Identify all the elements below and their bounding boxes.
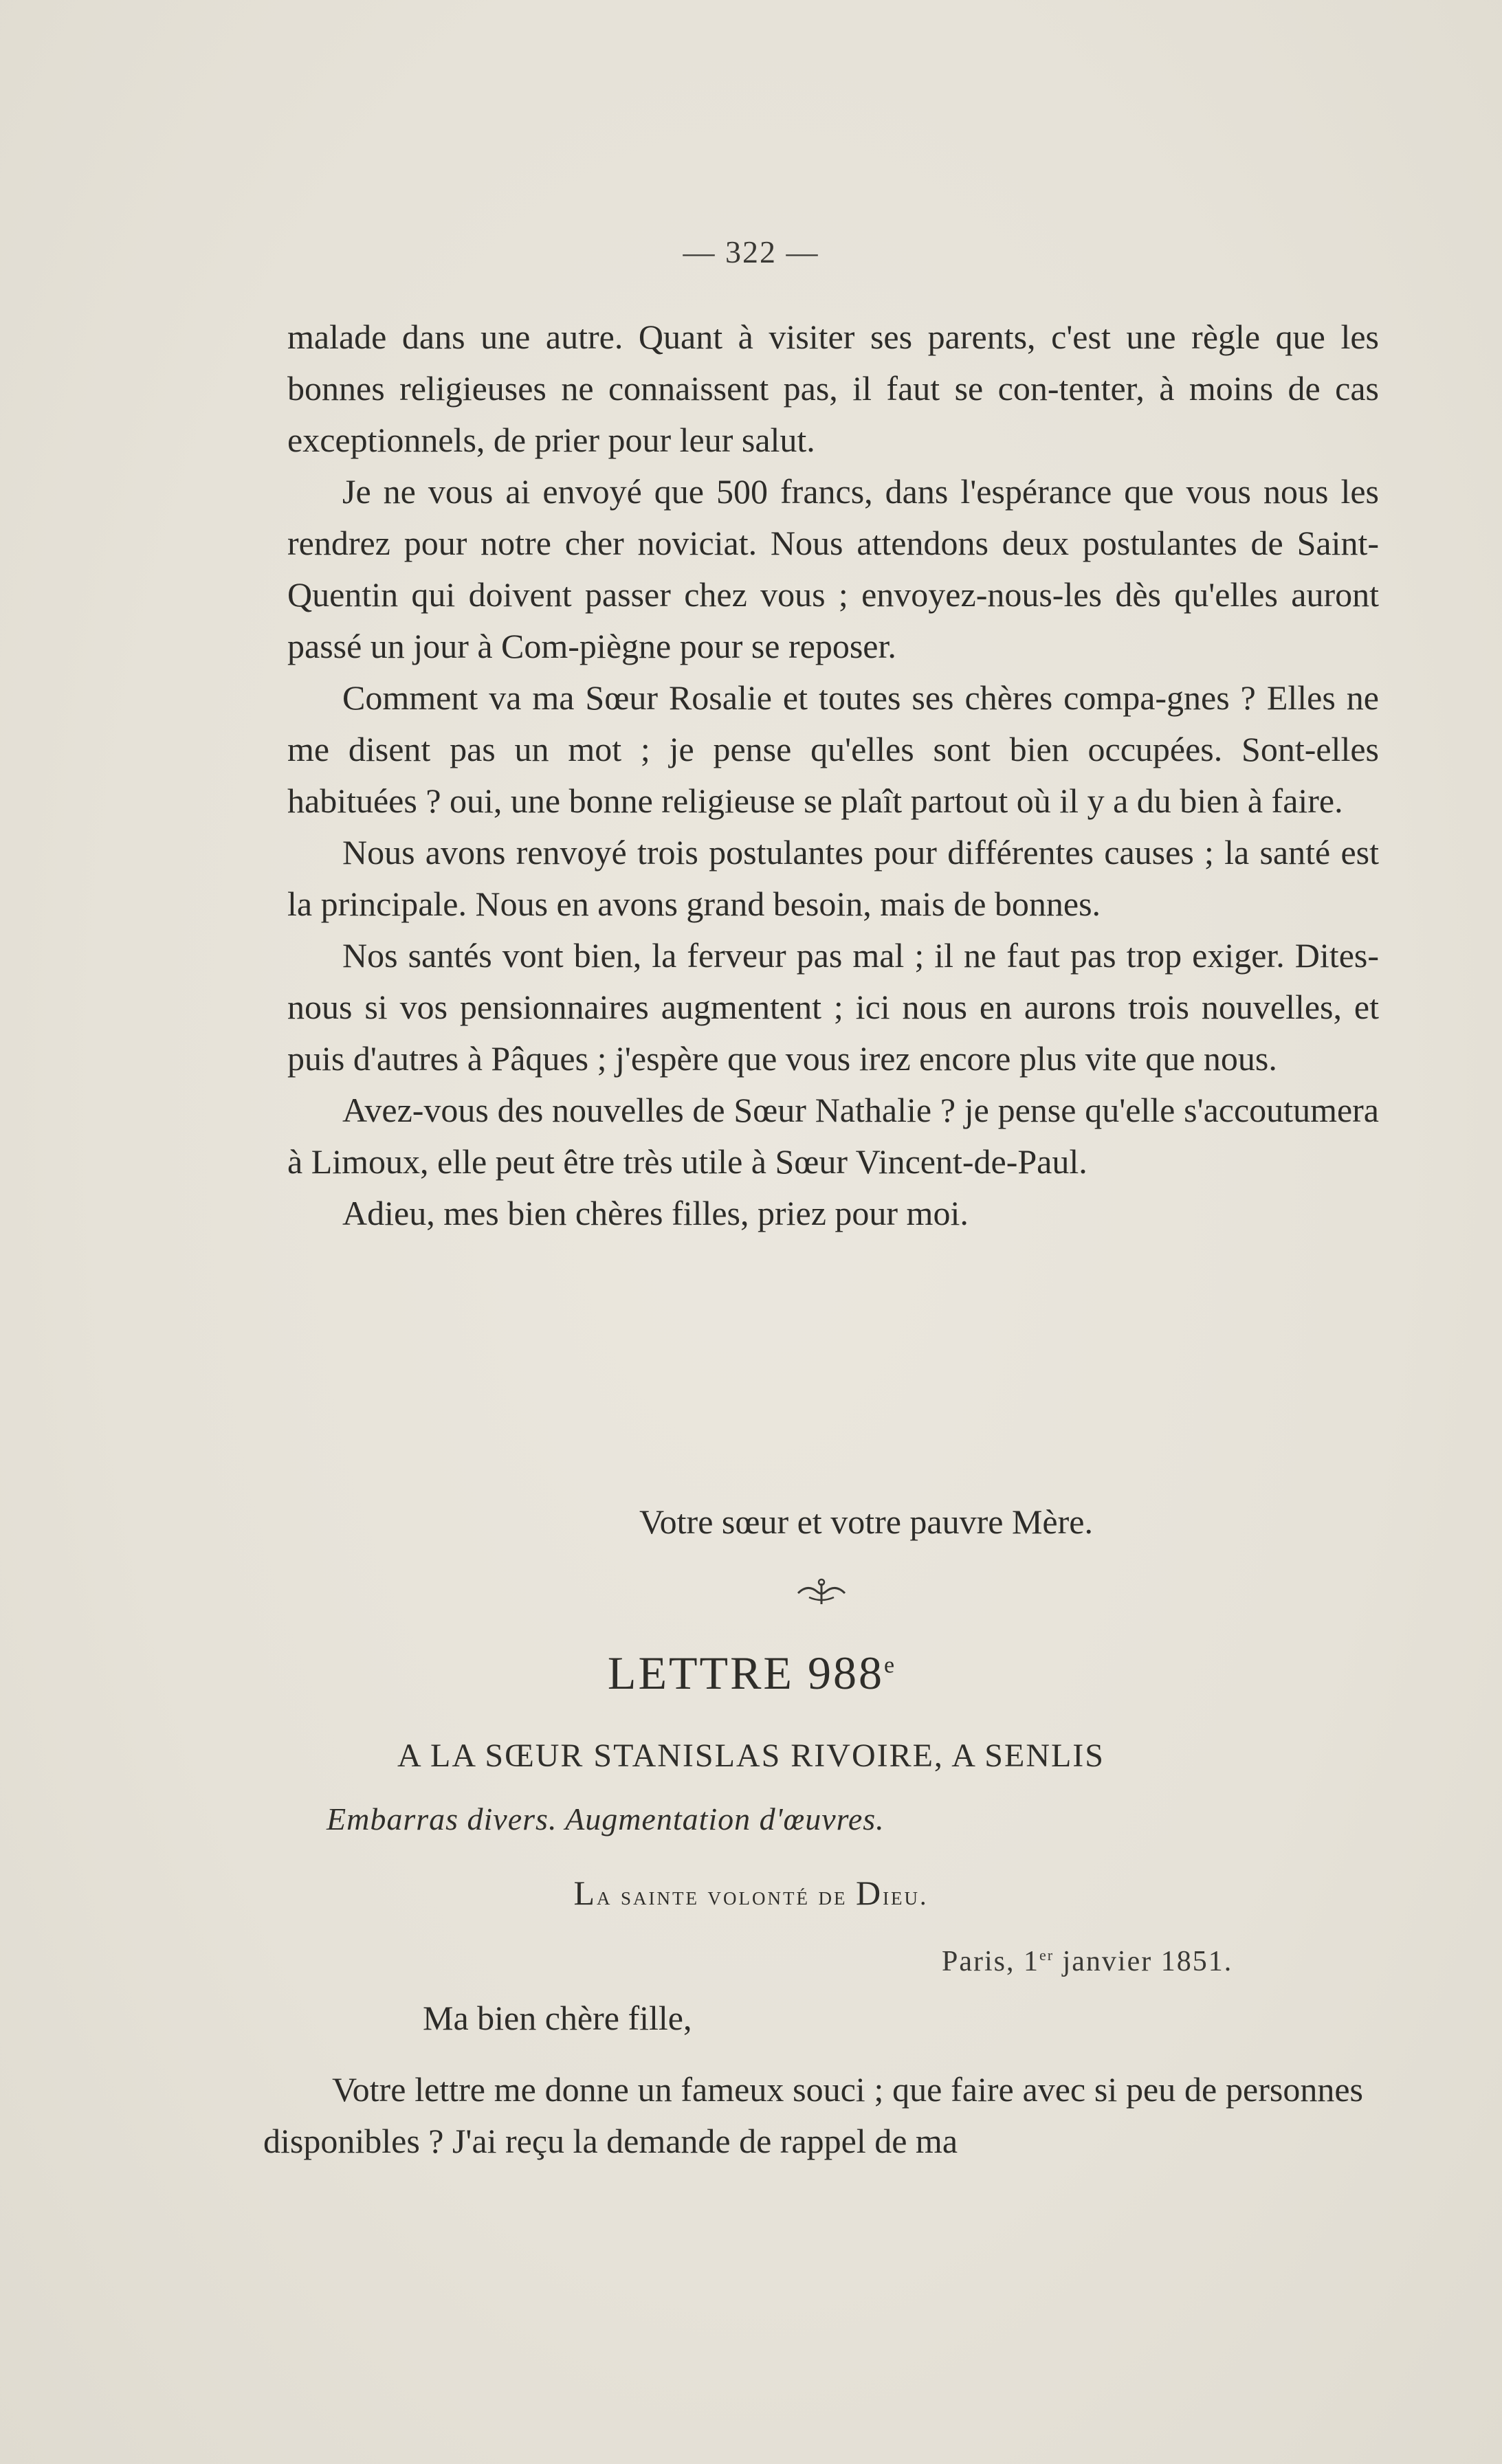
- body-paragraph: Nous avons renvoyé trois postulantes pour différentes causes ; la santé est la principale. Nous en avons grand besoin, mais de bonnes.: [287, 833, 1379, 923]
- ornament-divider-icon: [794, 1574, 849, 1608]
- body-paragraph: Nos santés vont bien, la ferveur pas mal ; il ne faut pas trop exiger. Dites-nous si vos pensionnaires augmentent ; ici nous en aurons trois nouvelles, et puis d'autres à Pâques ; j'espère que vous irez encore plus vite que nous.: [287, 936, 1379, 1078]
- body-paragraph: Comment va ma Sœur Rosalie et toutes ses chères compa-gnes ? Elles ne me disent pas un mot ; je pense qu'elles sont bien occupées. Sont-elles habituées ? oui, une bonne religieuse se plaît partout où il y a du bien à faire.: [287, 678, 1379, 820]
- letter-title-text: LETTRE 988: [607, 1647, 884, 1699]
- page-number: — 322 —: [683, 234, 819, 269]
- letter-date: [942, 1945, 1233, 1978]
- body-paragraph: Je ne vous ai envoyé que 500 francs, dans l'espérance que vous nous les rendrez pour notre cher noviciat. Nous attendons deux postulantes de Saint-Quentin qui doivent passer chez vous ; envoyez-nous-les dès qu'elles auront passé un jour à Com-piègne pour se reposer.: [287, 472, 1379, 665]
- date-suffix: janvier 1851.: [1054, 1946, 1233, 1977]
- letter-title: [0, 1646, 1502, 1700]
- signature-line: Votre sœur et votre pauvre Mère.: [639, 1502, 1093, 1541]
- letter-subject: Embarras divers. Augmentation d'œuvres.: [327, 1801, 885, 1836]
- date-superscript: er: [1039, 1946, 1054, 1964]
- motto-part: D: [855, 1874, 883, 1912]
- opening-paragraph: Votre lettre me donne un fameux souci ; que faire avec si peu de personnes disponibles ? J'ai reçu la demande de rappel de ma: [263, 2070, 1363, 2160]
- body-paragraph: Adieu, mes bien chères filles, priez pour moi.: [342, 1194, 969, 1232]
- letter-body-previous: [287, 311, 1379, 1239]
- letter-recipient: A LA SŒUR STANISLAS RIVOIRE, A SENLIS: [397, 1738, 1105, 1774]
- letter-opening: [263, 2064, 1363, 2167]
- motto-part: ieu.: [883, 1882, 929, 1911]
- motto-part: a sainte volonté de: [597, 1882, 856, 1911]
- body-paragraph: malade dans une autre. Quant à visiter ses parents, c'est une règle que les bonnes religieuses ne connaissent pas, il faut se con-tenter, à moins de cas exceptionnels, de prier pour leur salut.: [287, 318, 1379, 459]
- letter-motto: [0, 1873, 1502, 1913]
- letter-title-superscript: e: [883, 1652, 895, 1678]
- body-paragraph: Avez-vous des nouvelles de Sœur Nathalie ? je pense qu'elle s'accoutumera à Limoux, elle peut être très utile à Sœur Vincent-de-Paul.: [287, 1091, 1379, 1181]
- letter-salutation: Ma bien chère fille,: [423, 1999, 692, 2037]
- motto-part: L: [573, 1874, 597, 1912]
- date-prefix: Paris, 1: [942, 1946, 1039, 1977]
